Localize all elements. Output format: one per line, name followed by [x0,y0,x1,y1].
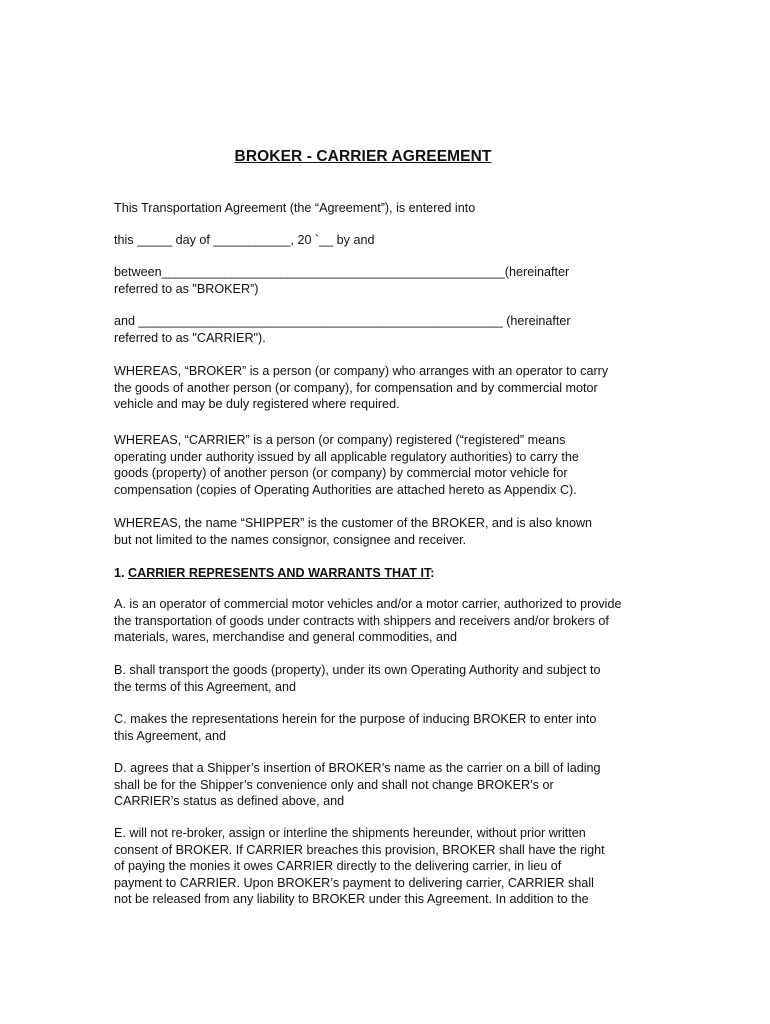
section-1-number: 1. [114,566,129,580]
item-a-line-1: A. is an operator of commercial motor vehicles and/or a motor carrier, authorized to provide [114,597,622,611]
item-b-line-2: the terms of this Agreement, and [114,679,297,694]
between-line-2: referred to as "BROKER”) [114,281,259,296]
intro-line: This Transportation Agreement (the “Agreement”), is entered into [114,201,476,215]
whereas-carrier-line-3: goods (property) of another person (or company) by commercial motor vehicle for [114,466,568,481]
item-e-line-1: E. will not re-broker, assign or interline the shipments hereunder, without prior written [114,826,586,840]
item-e-line-3: of paying the monies it owes CARRIER directly to the delivering carrier, in lieu of [114,859,562,874]
item-d-line-3: CARRIER’s status as defined above, and [114,794,345,809]
item-e-line-5: not be released from any liability to BROKER under this Agreement. In addition to the [114,892,589,907]
and-line-2: referred to as "CARRIER"). [114,330,266,345]
item-a-line-3: materials, wares, merchandise and general commodities, and [114,630,457,645]
item-b-line-1: B. shall transport the goods (property), under its own Operating Authority and subject to [114,663,601,677]
and-paragraph [114,313,674,346]
between-line-1: between_________________________________________________(hereinafter [114,265,570,279]
item-d-paragraph [114,760,674,810]
item-d-line-2: shall be for the Shipper’s convenience only and shall not change BROKER’s or [114,777,554,792]
item-e-line-2: consent of BROKER. If CARRIER breaches this provision, BROKER shall have the right [114,842,605,857]
date-line: this _____ day of ___________, 20 `__ by and [114,233,375,247]
item-e-line-4: payment to CARRIER. Upon BROKER’s payment to delivering carrier, CARRIER shall [114,875,594,890]
date-paragraph [114,232,674,249]
whereas-shipper-paragraph [114,515,674,548]
whereas-broker-line-2: the goods of another person (or company), for compensation and by commercial motor [114,380,598,395]
whereas-carrier-line-2: operating under authority issued by all applicable regulatory authorities) to carry the [114,449,579,464]
item-a-line-2: the transportation of goods under contracts with shippers and receivers and/or brokers of [114,613,609,628]
whereas-carrier-paragraph [114,432,674,498]
whereas-carrier-line-4: compensation (copies of Operating Authorities are attached hereto as Appendix C). [114,482,577,497]
section-1-title: CARRIER REPRESENTS AND WARRANTS THAT IT [128,566,431,580]
item-e-paragraph [114,825,674,908]
section-1-colon: : [430,566,435,580]
whereas-shipper-line-1: WHEREAS, the name “SHIPPER” is the customer of the BROKER, and is also known [114,516,593,530]
item-c-paragraph [114,711,674,744]
document-title: BROKER - CARRIER AGREEMENT [234,148,492,165]
between-paragraph [114,264,674,297]
whereas-carrier-line-1: WHEREAS, “CARRIER” is a person (or company) registered (“registered” means [114,433,566,447]
item-d-line-1: D. agrees that a Shipper’s insertion of BROKER’s name as the carrier on a bill of lading [114,761,601,775]
section-1-heading [114,565,674,582]
whereas-shipper-line-2: but not limited to the names consignor, consignee and receiver. [114,532,467,547]
item-c-line-1: C. makes the representations herein for the purpose of inducing BROKER to enter into [114,712,597,726]
whereas-broker-line-3: vehicle and may be duly registered where required. [114,397,400,412]
whereas-broker-line-1: WHEREAS, “BROKER” is a person (or company) who arranges with an operator to carry [114,364,609,378]
whereas-broker-paragraph [114,363,674,413]
and-line-1: and ____________________________________________________ (hereinafter [114,314,571,328]
item-b-paragraph [114,662,674,695]
item-a-paragraph [114,596,674,646]
intro-paragraph [114,200,674,217]
item-c-line-2: this Agreement, and [114,728,227,743]
